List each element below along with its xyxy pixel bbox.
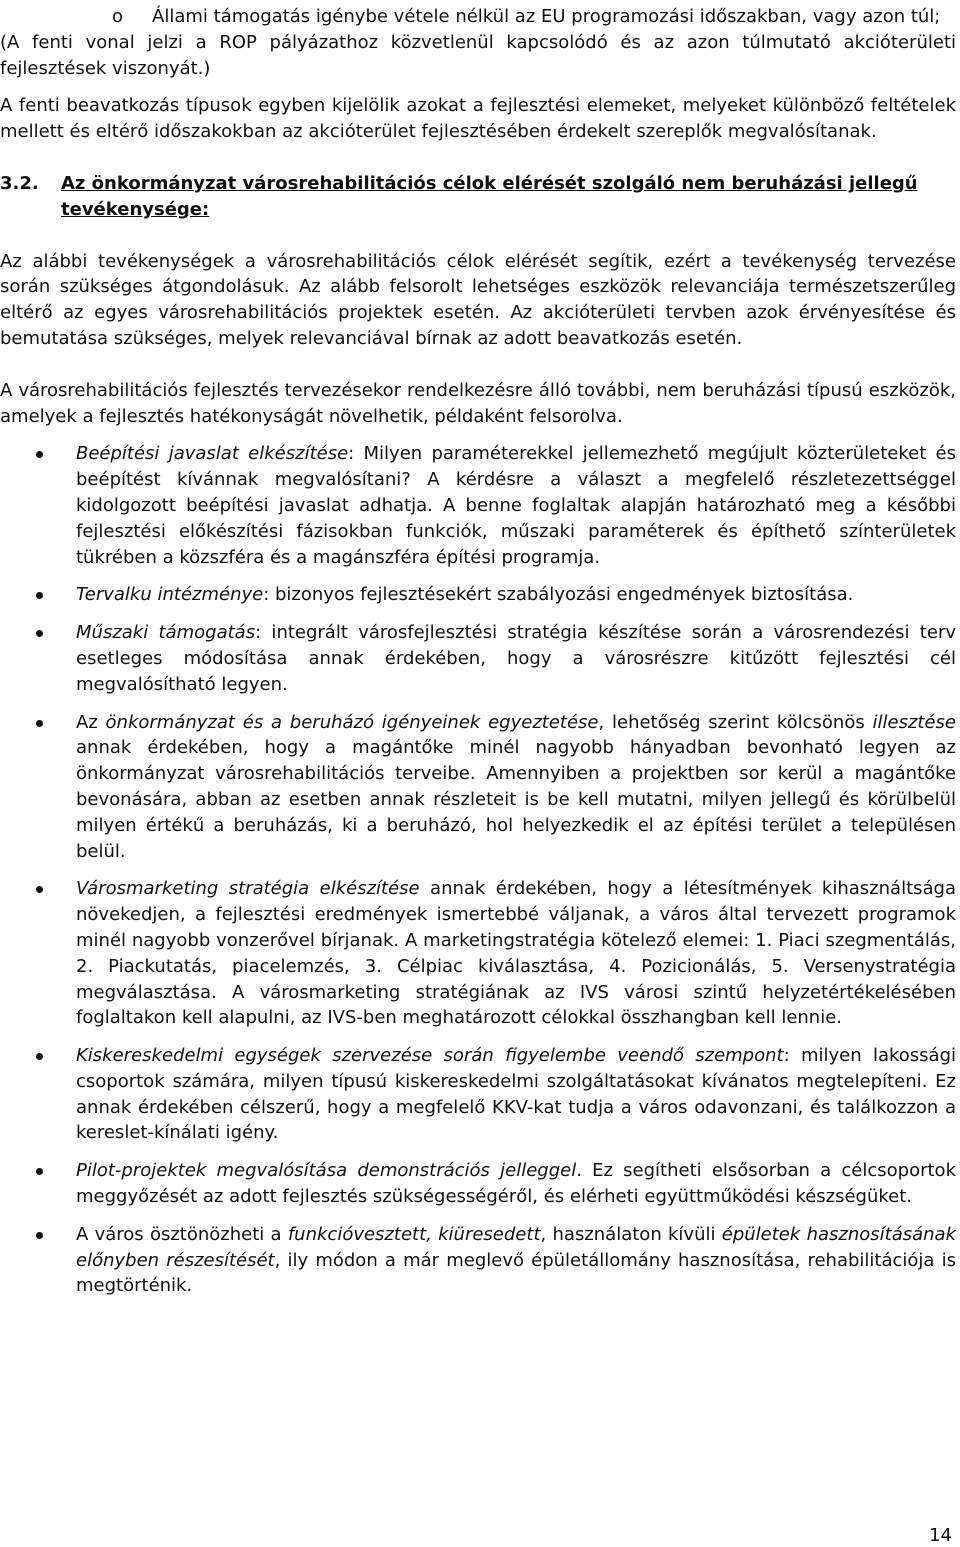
emphasis: Kiskereskedelmi egységek szervezése során figyelembe veendő szempont bbox=[76, 1045, 784, 1067]
emphasis: funkcióvesztett, kiüresedett bbox=[287, 1223, 541, 1245]
emphasis: Beépítési javaslat elkészítése bbox=[76, 443, 349, 465]
list-item bbox=[0, 620, 956, 697]
list-item bbox=[0, 1043, 956, 1146]
list-item bbox=[0, 582, 956, 608]
list-item-text: Tervalku intézménye: bizonyos fejlesztésekért szabályozási engedmények biztosítása. bbox=[76, 584, 854, 606]
emphasis: épületek hasznosításának előnyben részesítését bbox=[76, 1223, 957, 1271]
emphasis: Pilot-projektek megvalósítása demonstrációs jelleggel bbox=[76, 1160, 577, 1182]
emphasis: illesztése bbox=[872, 711, 957, 733]
section-title: Az önkormányzat városrehabilitációs célok elérését szolgáló nem beruházási jellegű tevékenysége: bbox=[61, 172, 918, 220]
bullet-icon bbox=[36, 451, 43, 458]
emphasis: Városmarketing stratégia elkészítése bbox=[76, 878, 420, 900]
list-item-text: Az önkormányzat és a beruházó igényeinek egyeztetése, lehetőség szerint kölcsönös illesztése annak érdekében, hogy a magántőke minél nagyobb hányadban bevonható legyen az önkormányzat városrehabilitációs terveibe. Amennyiben a projektben sor kerül a magántőke bevonására, abban az esetben annak részleteit is be kell mutatni, milyen jellegű és körülbelül milyen értékű a beruházás, ki a beruházó, hol helyezkedik el az építési terület a településen belül. bbox=[76, 711, 957, 862]
list-item-text: Kiskereskedelmi egységek szervezése során figyelembe veendő szempont: milyen lakossági csoportok számára, milyen típusú kiskereskedelmi szolgáltatásokat kívánatos megtelepíteni. Ez annak érdekében célszerű, hogy a megfelelő KKV-kat tudja a város odavonzani, és találkozzon a kereslet-kínálati igény. bbox=[76, 1045, 956, 1144]
emphasis: Műszaki támogatás bbox=[76, 622, 256, 644]
list-item bbox=[0, 1222, 956, 1299]
list-item-text: Városmarketing stratégia elkészítése annak érdekében, hogy a létesítmények kihasználtsága növekedjen, a fejlesztési eredmények ismertebbé váljanak, a város által tervezett programok minél nagyobb vonzerővel bírjanak. A marketingstratégia kötelező elemei: 1. Piaci szegmentálás, 2. Piackutatás, piacelemzés, 3. Célpiac kiválasztása, 4. Pozicionálás, 5. Versenystratégia megválasztása. A városmarketing stratégiának az IVS városi szintű helyzetértékelésében foglaltakon kell alapulni, az IVS-ben meghatározott célokkal összhangban kell lennie. bbox=[76, 878, 956, 1029]
list-item-text: Műszaki támogatás: integrált városfejlesztési stratégia készítése során a városrendezési terv esetleges módosítása annak érdekében, hogy a városrészre kitűzött fejlesztési cél megvalósítható legyen. bbox=[76, 622, 956, 695]
bullet-list bbox=[0, 441, 956, 1299]
emphasis: Tervalku intézménye bbox=[76, 584, 264, 606]
bullet-icon bbox=[36, 1232, 43, 1239]
list-item bbox=[0, 441, 956, 570]
bullet-icon bbox=[36, 1168, 43, 1175]
page-content bbox=[0, 4, 956, 1311]
page-number: 14 bbox=[929, 1525, 952, 1546]
bullet-icon bbox=[36, 630, 43, 637]
emphasis: önkormányzat és a beruházó igényeinek egyeztetése bbox=[105, 711, 599, 733]
list-marker: o bbox=[112, 6, 124, 27]
list-item-text: Állami támogatás igénybe vétele nélkül az EU programozási időszakban, vagy azon túl; bbox=[152, 6, 941, 27]
list-item-text: Pilot-projektek megvalósítása demonstrációs jelleggel. Ez segítheti elsősorban a célcsoportok meggyőzését az adott fejlesztés szükségességéről, és elérheti együttműködési készségüket. bbox=[76, 1160, 956, 1208]
list-item-text: A város ösztönözheti a funkcióvesztett, kiüresedett, használaton kívüli épületek hasznosításának előnyben részesítését, ily módon a már meglevő épületállomány hasznosítása, rehabilitációja is megtörténik. bbox=[76, 1223, 957, 1297]
section-heading bbox=[0, 171, 956, 223]
bullet-icon bbox=[36, 886, 43, 893]
bullet-icon bbox=[36, 592, 43, 599]
body-paragraph: Az alábbi tevékenységek a városrehabilitációs célok elérését segítik, ezért a tevékenység tervezése során szükséges átgondolásuk. Az alább felsorolt lehetséges eszközök relevanciája természetszerűleg eltérő az egyes városrehabilitációs projektek esetén. Az akcióterületi tervben azok érvényesítése és bemutatása szükséges, melyek relevanciával bírnak az adott beavatkozás esetén. bbox=[0, 250, 956, 349]
bullet-icon bbox=[36, 720, 43, 727]
list-item bbox=[0, 710, 956, 865]
section-number: 3.2. bbox=[0, 172, 39, 194]
list-item bbox=[0, 1158, 956, 1210]
bullet-icon bbox=[36, 1053, 43, 1060]
list-item-text: Beépítési javaslat elkészítése: Milyen paraméterekkel jellemezhető megújult közterületeket és beépítést kívánnak megvalósítani? A kérdésre a választ a megfelelő részletezettséggel kidolgozott beépítési javaslat adhatja. A benne foglaltak alapján határozható meg a későbbi fejlesztési előkészítési fázisokban funkciók, műszaki paraméterek és építhető színterületek tükrében a közszféra és a magánszféra építési programja. bbox=[76, 443, 956, 568]
list-item bbox=[0, 876, 956, 1031]
list-item bbox=[0, 4, 956, 30]
note-paragraph: (A fenti vonal jelzi a ROP pályázathoz közvetlenül kapcsolódó és az azon túlmutató akcióterületi fejlesztések viszonyát.) bbox=[0, 31, 956, 79]
intro-paragraph: A fenti beavatkozás típusok egyben kijelölik azokat a fejlesztési elemeket, melyeket különböző feltételek mellett és eltérő időszakokban az akcióterület fejlesztésében érdekelt szereplők megvalósítanak. bbox=[0, 95, 956, 143]
body-paragraph: A városrehabilitációs fejlesztés tervezésekor rendelkezésre álló további, nem beruházási típusú eszközök, amelyek a fejlesztés hatékonyságát növelhetik, példaként felsorolva. bbox=[0, 379, 956, 427]
